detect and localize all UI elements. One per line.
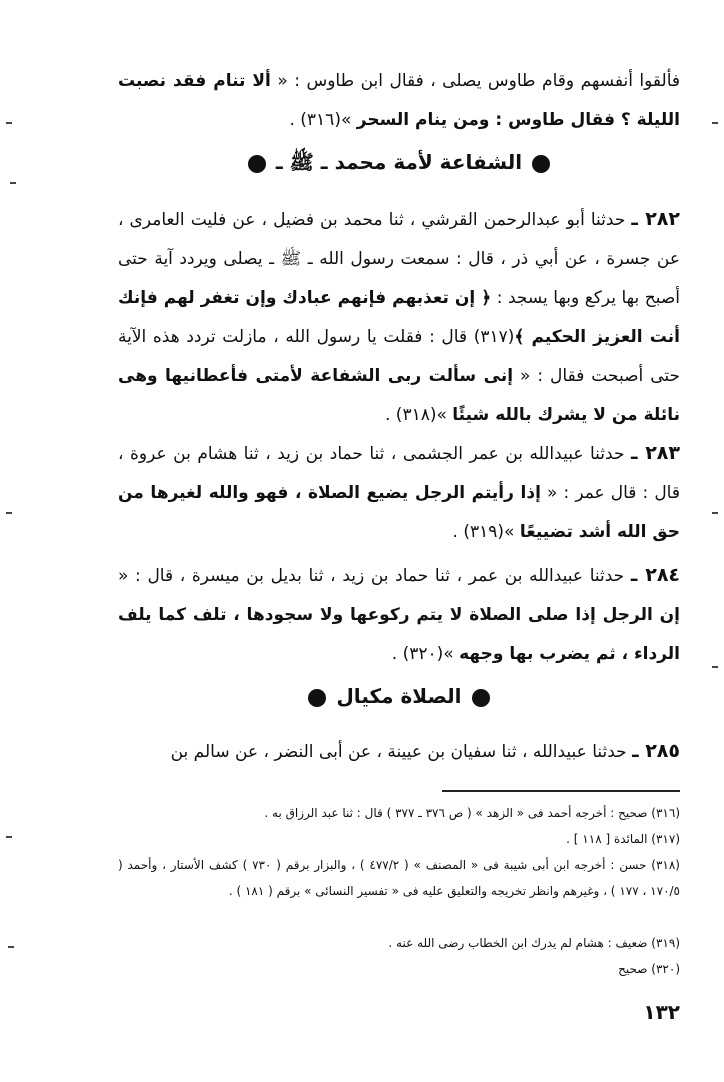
- footnote-319: (٣١٩) ضعيف : هشام لم يدرك ابن الخطاب رضى الله عنه .: [388, 936, 680, 950]
- section-title: الصلاة مكيال: [336, 684, 462, 708]
- book-page: [118, 0, 680, 1082]
- bullet-icon: [308, 689, 326, 707]
- intro-paragraph: [118, 62, 680, 140]
- hadith-282: [118, 200, 680, 435]
- hadith-text-continued: (٣١٧) قال : فقلت يا رسول الله ، مازلت تردد هذه الآية حتى أصبحت فقال : «: [118, 327, 680, 386]
- hadith-285: [118, 732, 680, 772]
- scan-mark: [6, 512, 12, 514]
- scan-mark: [10, 182, 16, 184]
- intro-quote: ألا تنام فقد نصبت الليلة ؟ فقال طاوس : ومن ينام السحر: [118, 71, 680, 130]
- hadith-text: حدثنا عبيدالله بن عمر الجشمى ، ثنا حماد بن زيد ، ثنا هشام بن عروة ، قال : قال عمر : «: [118, 444, 680, 503]
- scan-mark: [8, 946, 14, 948]
- hadith-quote: إنى سألت ربى الشفاعة لأمتى فأعطانيها وهى نائلة من لا يشرك بالله شيئًا: [118, 366, 680, 425]
- footnote-318: (٣١٨) حسن : أخرجه ابن أبى شيبة فى « المصنف » ( ٤٧٧/٢ ) ، والبزار برقم ( ٧٣٠ ) كشف الأستار ، وأحمد ( ١٧٠/٥ ، ١٧٧ ) ، وغيرهم وانظر تخريجه والتعليق عليه فى « تفسير النسائى » برقم ( ١٨١ ) .: [118, 858, 680, 898]
- scan-mark: [6, 836, 12, 838]
- hadith-number: ٢٨٥ ـ: [632, 740, 680, 762]
- hadith-text: حدثنا عبيدالله ، ثنا سفيان بن عيينة ، عن أبى النضر ، عن سالم بن: [170, 742, 633, 762]
- footnote-ref: »(٣٢٠) .: [391, 644, 460, 664]
- section-heading-prayer-measure: [118, 676, 680, 716]
- hadith-284: [118, 556, 680, 674]
- quran-verse: ﴿ إن تعذبهم فإنهم عبادك وإن تغفر لهم فإنك أنت العزيز الحكيم ﴾: [118, 288, 680, 347]
- scan-mark: [712, 512, 718, 514]
- hadith-quote: إذا رأيتم الرجل يضيع الصلاة ، فهو والله لغيرها من حق الله أشد تضييعًا: [118, 483, 680, 542]
- hadith-number: ٢٨٤ ـ: [630, 564, 681, 586]
- intro-text: فألقوا أنفسهم وقام طاوس يصلى ، فقال ابن طاوس : «: [270, 71, 681, 91]
- bullet-icon: [532, 155, 550, 173]
- scan-mark: [712, 122, 718, 124]
- hadith-quote: إن الرجل إذا صلى الصلاة لا يتم ركوعها ولا سجودها ، تلف كما يلف الرداء ، ثم يضرب بها وجهه: [118, 605, 680, 664]
- scan-mark: [6, 122, 12, 124]
- section-heading-intercession: [118, 142, 680, 182]
- section-title: الشفاعة لأمة محمد ـ ﷺ ـ: [275, 150, 523, 174]
- hadith-text: حدثنا عبيدالله بن عمر ، ثنا حماد بن زيد ، ثنا بديل بن ميسرة ، قال : «: [118, 566, 631, 586]
- intro-footnote-ref: »(٣١٦) .: [289, 110, 357, 130]
- hadith-number: ٢٨٢ ـ: [631, 208, 680, 230]
- footnote-ref: »(٣١٨) .: [385, 405, 453, 425]
- hadith-number: ٢٨٣ ـ: [630, 442, 680, 464]
- footnote-ref: »(٣١٩) .: [452, 522, 520, 542]
- hadith-283: [118, 434, 680, 552]
- footnote-divider: [442, 790, 680, 792]
- footnote-316: (٣١٦) صحيح : أخرجه أحمد فى « الزهد » ( ص ٣٧٦ ـ ٣٧٧ ) قال : ثنا عبد الرزاق به .: [264, 806, 680, 820]
- bullet-icon: [248, 155, 266, 173]
- page-number: ١٣٢: [643, 1000, 680, 1024]
- bullet-icon: [472, 689, 490, 707]
- scan-mark: [712, 666, 718, 668]
- footnote-320: (٣٢٠) صحيح: [618, 962, 680, 976]
- hadith-text: حدثنا أبو عبدالرحمن القرشي ، ثنا محمد بن فضيل ، عن فليت العامرى ، عن جسرة ، عن أبي ذر ، قال : سمعت رسول الله ـ ﷺ ـ يصلى ويردد آية حتى أصبح بها يركع وبها يسجد :: [118, 210, 680, 308]
- footnote-317: (٣١٧) المائدة [ ١١٨ ] .: [566, 832, 680, 846]
